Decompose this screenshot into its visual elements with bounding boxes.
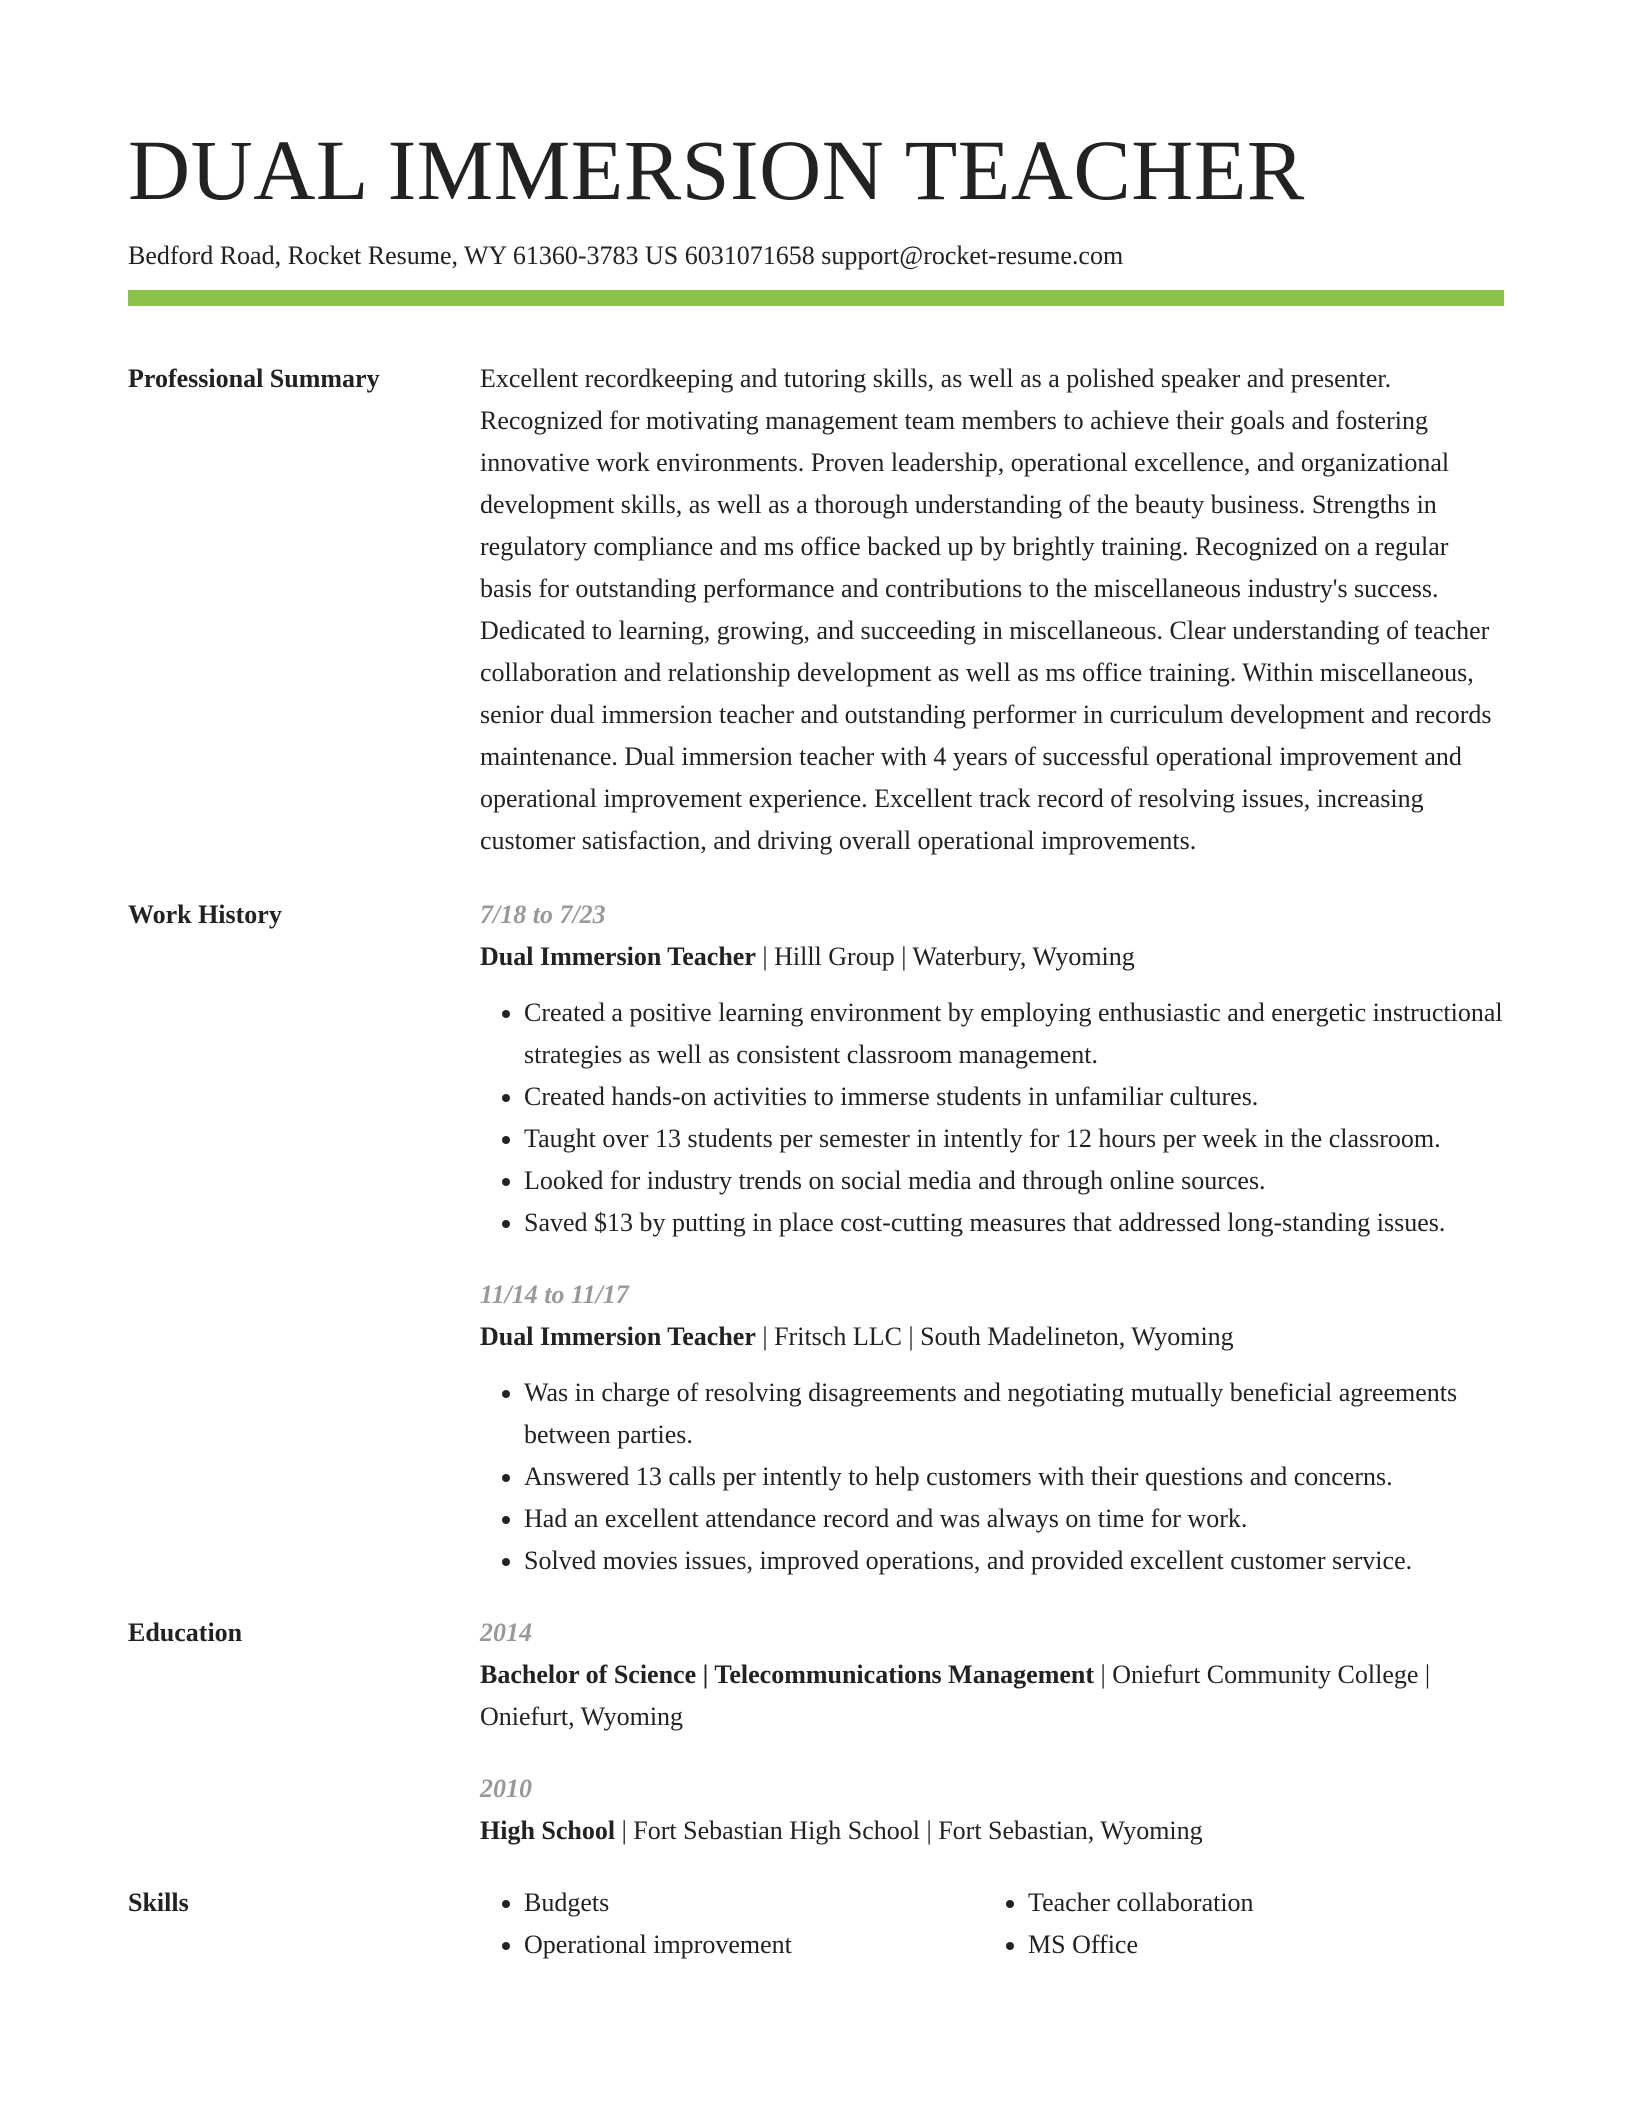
work-body: [480, 894, 1504, 1582]
list-item: • MS Office: [1028, 1924, 1254, 1966]
list-item: • Solved movies issues, improved operations, and provided excellent customer service.: [524, 1540, 1504, 1582]
job-role: Dual Immersion Teacher: [480, 942, 756, 971]
job-entry: [480, 894, 1504, 1244]
list-item: • Had an excellent attendance record and was always on time for work.: [524, 1498, 1504, 1540]
section-label-skills: Skills: [128, 1888, 189, 1917]
skills-column-1: [480, 1882, 984, 1966]
resume-name: DUAL IMMERSION TEACHER: [128, 122, 1305, 218]
education-degree: High School: [480, 1816, 616, 1845]
education-details: | Fort Sebastian High School | Fort Sebastian, Wyoming: [615, 1816, 1203, 1845]
list-item: • Taught over 13 students per semester in intently for 12 hours per week in the classroom.: [524, 1118, 1504, 1160]
list-item: • Operational improvement: [524, 1924, 984, 1966]
education-title-line: [480, 1810, 1504, 1852]
list-item: • Budgets: [524, 1882, 984, 1924]
skills-body: [480, 1882, 1504, 1966]
summary-body: [480, 358, 1504, 862]
list-item: • Looked for industry trends on social media and through online sources.: [524, 1160, 1504, 1202]
education-entry: [480, 1768, 1504, 1852]
list-item: • Answered 13 calls per intently to help customers with their questions and concerns.: [524, 1456, 1504, 1498]
section-label-education: Education: [128, 1618, 243, 1647]
education-section: [128, 1612, 1504, 1852]
job-dates: 11/14 to 11/17: [480, 1280, 629, 1309]
education-details: | Oniefurt Community College | Oniefurt, Wyoming: [480, 1660, 1431, 1731]
section-label-work: Work History: [128, 900, 282, 929]
job-role: Dual Immersion Teacher: [480, 1322, 756, 1351]
summary-text: Excellent recordkeeping and tutoring skills, as well as a polished speaker and presenter. Recognized for motivating management team members to achieve their goals and fostering innovative work environments. Proven leadership, operational excellence, and organizational development skills, as well as a thorough understanding of the beauty business. Strengths in regulatory compliance and ms office backed up by brightly training. Recognized on a regular basis for outstanding performance and contributions to the miscellaneous industry's success. Dedicated to learning, growing, and succeeding in miscellaneous. Clear understanding of teacher collaboration and relationship development as well as ms office training. Within miscellaneous, senior dual immersion teacher and outstanding performer in curriculum development and records maintenance. Dual immersion teacher with 4 years of successful operational improvement and operational improvement experience. Excellent track record of resolving issues, increasing customer satisfaction, and driving overall operational improvements.: [480, 364, 1492, 855]
education-entry: [480, 1612, 1504, 1738]
education-degree: Bachelor of Science | Telecommunications Management: [480, 1660, 1095, 1689]
list-item: • Created hands-on activities to immerse students in unfamiliar cultures.: [524, 1076, 1504, 1118]
list-item: • Teacher collaboration: [1028, 1882, 1254, 1924]
header-divider: [128, 290, 1504, 306]
contact-info: Bedford Road, Rocket Resume, WY 61360-3783 US 6031071658 support@rocket-resume.com: [128, 241, 1124, 270]
job-bullets: [480, 1372, 1504, 1582]
education-year: 2014: [480, 1618, 532, 1647]
skills-column-2: [984, 1882, 1254, 1966]
education-body: [480, 1612, 1504, 1852]
skills-grid: [480, 1882, 1504, 1966]
job-entry: [480, 1274, 1504, 1582]
job-title-line: [480, 936, 1504, 978]
list-item: • Was in charge of resolving disagreements and negotiating mutually beneficial agreements between parties.: [524, 1372, 1504, 1456]
education-year: 2010: [480, 1774, 532, 1803]
job-dates: 7/18 to 7/23: [480, 900, 606, 929]
list-item: • Saved $13 by putting in place cost-cutting measures that addressed long-standing issues.: [524, 1202, 1504, 1244]
list-item: • Created a positive learning environment by employing enthusiastic and energetic instructional strategies as well as consistent classroom management.: [524, 992, 1504, 1076]
skills-section: [128, 1882, 1504, 1966]
job-bullets: [480, 992, 1504, 1244]
section-label-summary: Professional Summary: [128, 364, 380, 393]
education-title-line: [480, 1654, 1504, 1738]
professional-summary-section: [128, 358, 1504, 862]
job-title-line: [480, 1316, 1504, 1358]
job-details: | Fritsch LLC | South Madelineton, Wyoming: [755, 1322, 1234, 1351]
work-history-section: [128, 894, 1504, 1582]
job-details: | Hilll Group | Waterbury, Wyoming: [755, 942, 1135, 971]
